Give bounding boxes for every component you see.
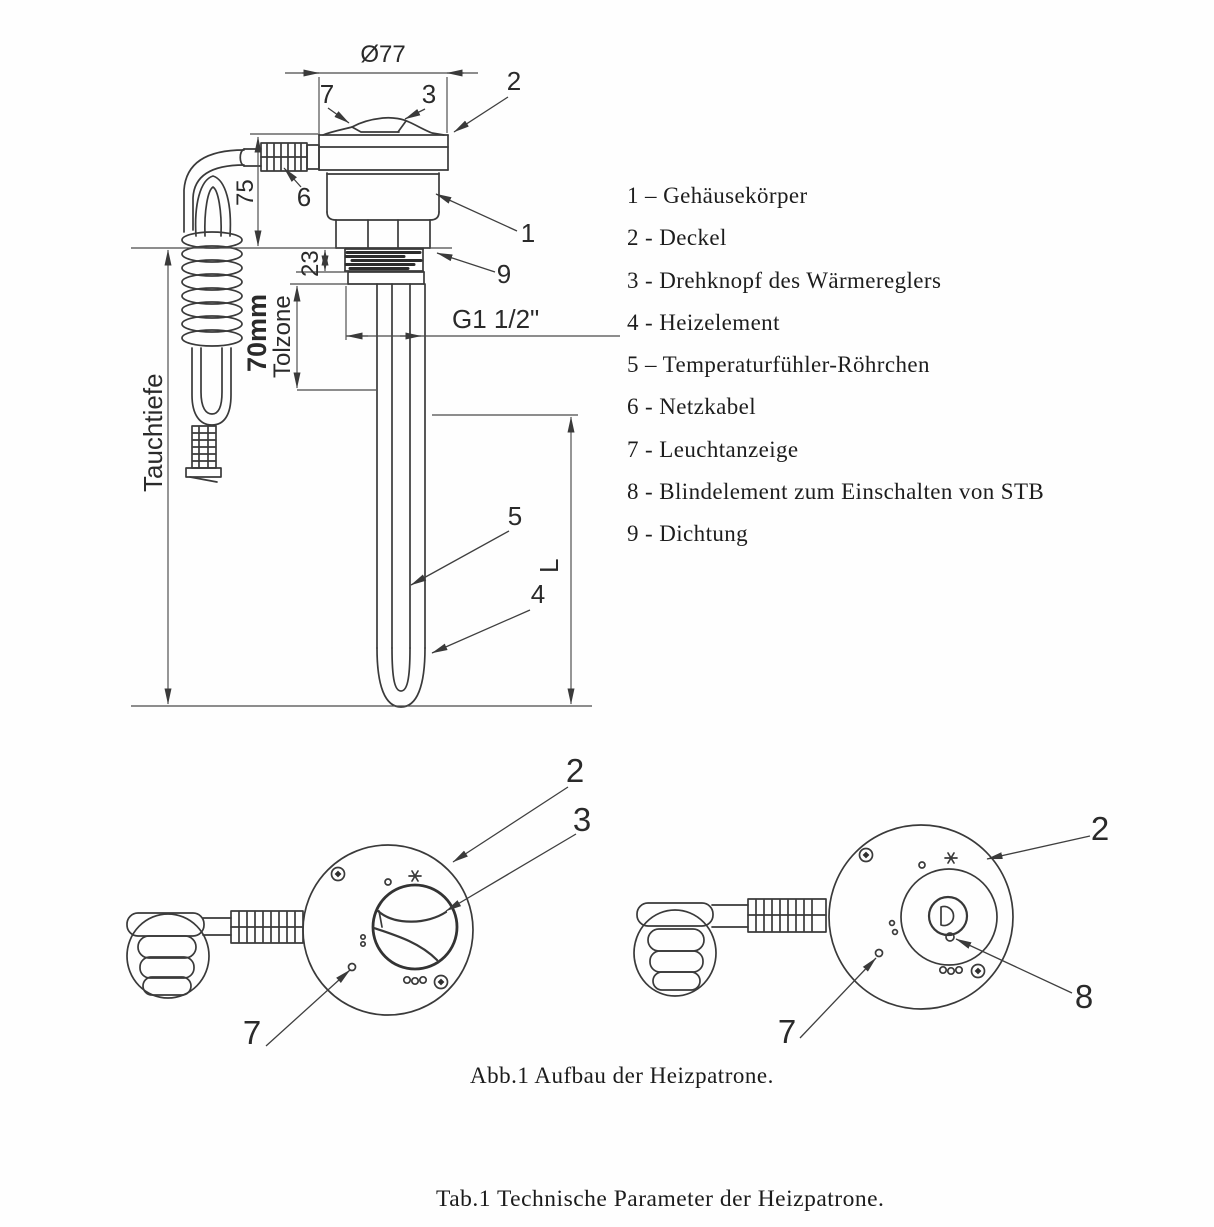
screw <box>860 849 873 862</box>
screw <box>435 976 448 989</box>
legend-item-1: 1 – Gehäusekörper <box>627 183 808 208</box>
dim-70mm: 70mm <box>242 293 272 372</box>
callout-7: 7 <box>777 1013 797 1050</box>
callout-8: 8 <box>1074 978 1094 1015</box>
legend-item-8: 8 - Blindelement zum Einschalten von STB <box>627 479 1045 505</box>
side-view <box>131 41 620 707</box>
knob-circle <box>373 885 457 969</box>
callout-5: 5 <box>507 501 523 531</box>
callout-leaders <box>284 97 530 653</box>
callout-7: 7 <box>242 1014 262 1051</box>
dim-75: 75 <box>232 179 259 206</box>
callout-6: 6 <box>296 182 312 212</box>
dim-length-l: L <box>534 558 564 573</box>
legend-item-9: 9 - Dichtung <box>627 521 749 547</box>
callout-2: 2 <box>565 752 585 789</box>
callout-3: 3 <box>572 801 592 838</box>
heating-element-tubes <box>377 284 425 707</box>
legend-item-2: 2 - Deckel <box>627 225 727 251</box>
dimension-labels <box>138 41 564 573</box>
callout-2: 2 <box>1090 810 1110 847</box>
legend-item-4: 4 - Heizelement <box>627 309 780 335</box>
legend-item-3: 3 - Drehknopf des Wärmereglers <box>627 267 942 293</box>
callout-2: 2 <box>506 66 522 96</box>
bottom-view-without-knob <box>634 810 1109 1050</box>
dim-tauchtiefe: Tauchtiefe <box>138 373 168 492</box>
callout-9: 9 <box>496 259 512 289</box>
dim-thread-size: G1 1/2" <box>452 304 540 334</box>
cable-with-plug <box>634 899 826 996</box>
callout-3: 3 <box>421 79 437 109</box>
legend-item-5: 5 – Temperaturfühler-Röhrchen <box>627 352 930 378</box>
u-bend-inner <box>392 648 410 691</box>
legend-item-6: 6 - Netzkabel <box>627 394 757 420</box>
dim-diameter: Ø77 <box>360 41 406 68</box>
cable-with-plug <box>127 911 303 998</box>
u-bend-outer <box>377 648 425 707</box>
blind-element-ring <box>929 897 967 935</box>
parts-legend <box>627 175 1107 556</box>
dimension-lines <box>131 73 620 706</box>
cable-coil <box>182 232 242 346</box>
callout-1: 1 <box>520 218 536 248</box>
plug-side <box>186 426 221 482</box>
indicator-lamp <box>876 950 883 957</box>
indicator-lamp <box>349 964 356 971</box>
callout-4: 4 <box>530 579 546 609</box>
recess-circle <box>901 869 997 965</box>
callout-7: 7 <box>319 79 335 109</box>
table-caption: Tab.1 Technische Parameter der Heizpatrone. <box>436 1186 885 1212</box>
thermostat-scale-marks <box>361 871 426 984</box>
screw <box>972 965 985 978</box>
cover-circle <box>829 825 1013 1009</box>
bottom-view-with-knob <box>127 752 591 1051</box>
dim-23: 23 <box>297 250 324 277</box>
housing-head <box>319 118 448 284</box>
figure-caption: Abb.1 Aufbau der Heizpatrone. <box>470 1063 774 1088</box>
dim-tolzone: Tolzone <box>269 295 296 378</box>
screw <box>332 868 345 881</box>
blind-element-core <box>941 907 954 926</box>
legend-item-7: 7 - Leuchtanzeige <box>627 436 799 462</box>
